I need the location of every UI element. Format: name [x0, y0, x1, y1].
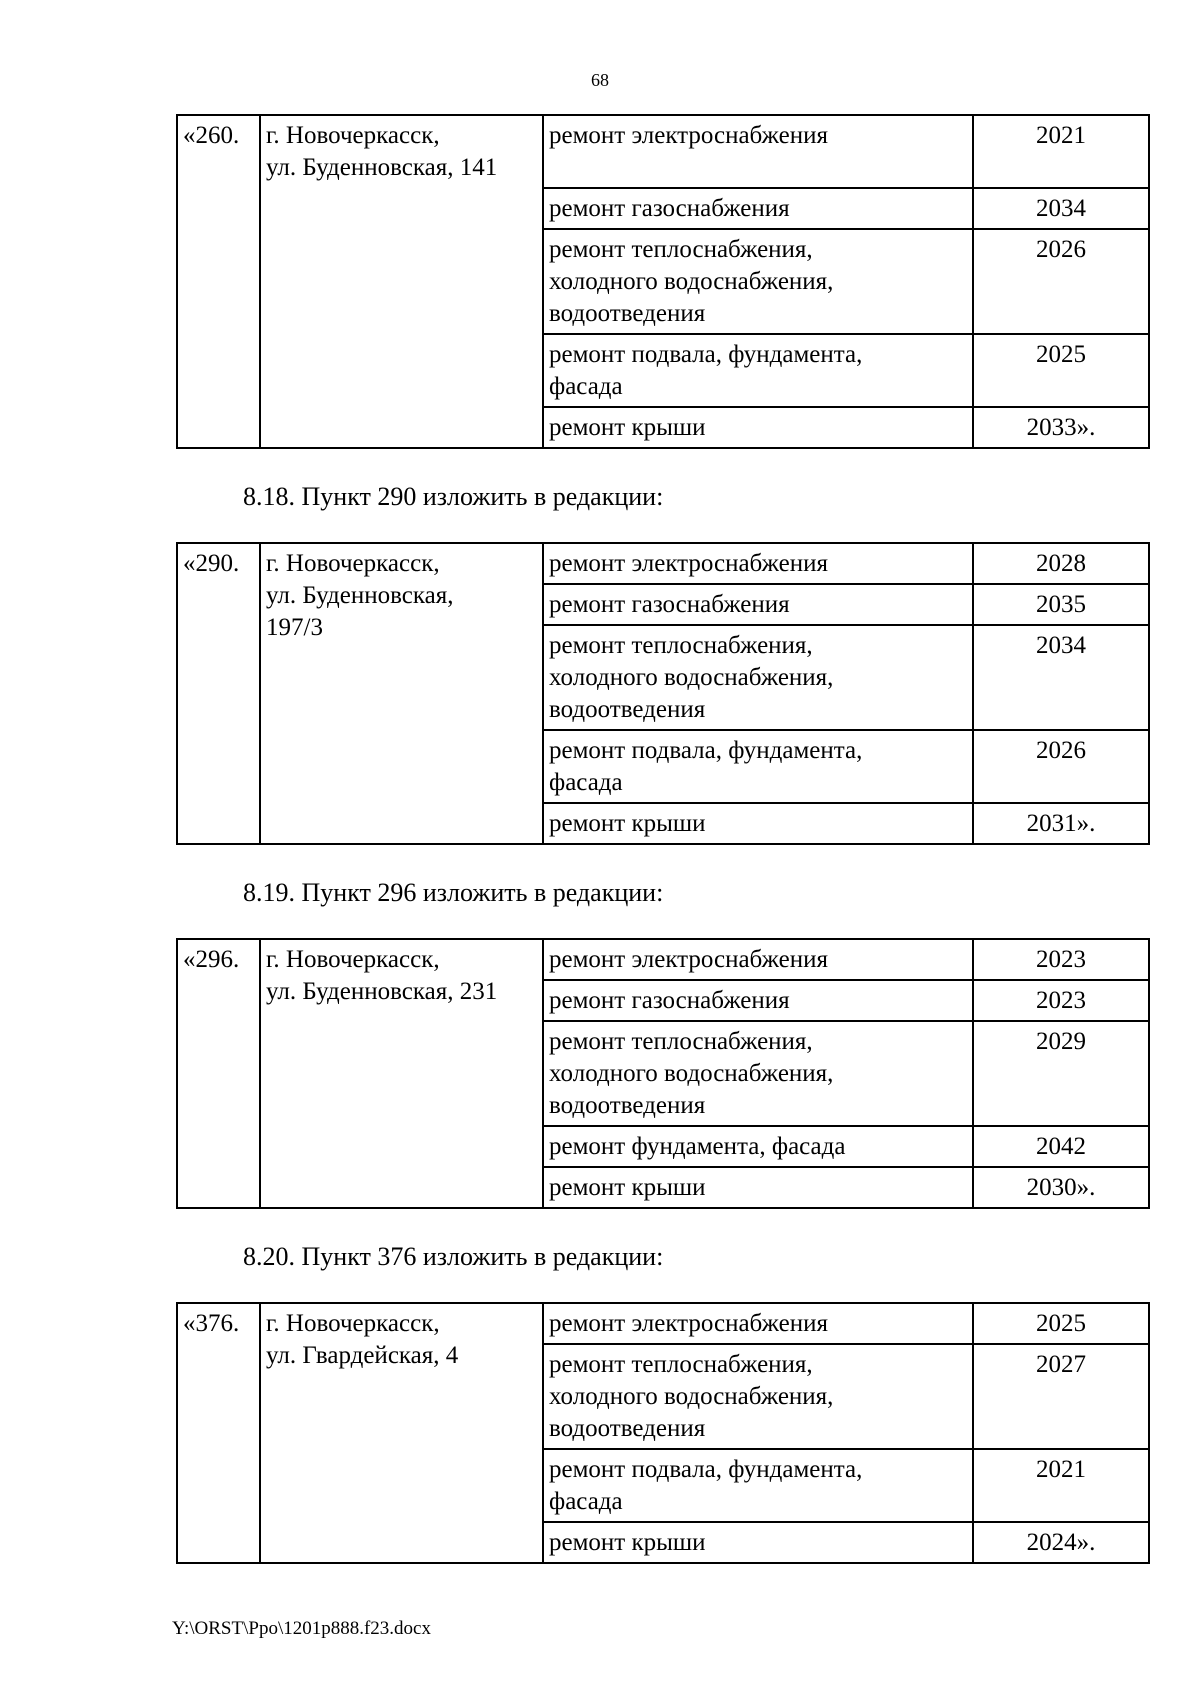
amendment-heading-290: 8.18. Пункт 290 изложить в редакции: — [243, 482, 664, 511]
table-row — [177, 543, 1149, 584]
work-cell — [543, 115, 973, 188]
work-cell — [543, 1021, 973, 1126]
work-name-line: ремонт электроснабжения — [549, 946, 828, 973]
item-number-cell — [177, 1303, 260, 1563]
work-cell — [543, 334, 973, 407]
work-cell — [543, 1126, 973, 1167]
work-cell — [543, 803, 973, 844]
year-cell: 2028 — [973, 543, 1149, 584]
work-name-line: водоотведения — [549, 300, 706, 327]
address-line: г. Новочеркасск, — [266, 122, 440, 149]
work-name-line: ремонт газоснабжения — [549, 987, 790, 1014]
work-name-line: ремонт крыши — [549, 1174, 706, 1201]
year-cell: 2031». — [973, 803, 1149, 844]
table-row — [177, 1303, 1149, 1344]
repair-table-260 — [176, 114, 1150, 449]
table-row — [177, 939, 1149, 980]
work-cell — [543, 1449, 973, 1522]
address-cell — [260, 543, 543, 844]
work-name-line: холодного водоснабжения, — [549, 1060, 834, 1087]
year-cell: 2029 — [973, 1021, 1149, 1126]
item-number-cell — [177, 115, 260, 448]
address-line: ул. Буденновская, — [266, 582, 454, 609]
table-row — [177, 115, 1149, 188]
year-cell: 2024». — [973, 1522, 1149, 1563]
work-cell — [543, 625, 973, 730]
work-name-line: водоотведения — [549, 696, 706, 723]
repair-table-290 — [176, 542, 1150, 845]
work-name-line: ремонт подвала, фундамента, — [549, 341, 863, 368]
year-cell: 2027 — [973, 1344, 1149, 1449]
item-number: «376. — [183, 1310, 240, 1337]
work-name-line: холодного водоснабжения, — [549, 268, 834, 295]
work-name-line: ремонт фундамента, фасада — [549, 1133, 846, 1160]
address-cell — [260, 939, 543, 1208]
address-line: г. Новочеркасск, — [266, 946, 440, 973]
work-name-line: холодного водоснабжения, — [549, 1383, 834, 1410]
footer-file-path: Y:\ORST\Ppo\1201p888.f23.docx — [172, 1618, 431, 1639]
year-cell: 2021 — [973, 1449, 1149, 1522]
work-name-line: ремонт крыши — [549, 810, 706, 837]
year-cell: 2021 — [973, 115, 1149, 188]
year-cell: 2023 — [973, 939, 1149, 980]
year-cell: 2023 — [973, 980, 1149, 1021]
address-line: г. Новочеркасск, — [266, 550, 440, 577]
work-name-line: водоотведения — [549, 1092, 706, 1119]
work-name-line: холодного водоснабжения, — [549, 664, 834, 691]
year-cell: 2026 — [973, 730, 1149, 803]
work-cell — [543, 980, 973, 1021]
work-name-line: ремонт газоснабжения — [549, 195, 790, 222]
amendment-heading-296: 8.19. Пункт 296 изложить в редакции: — [243, 878, 664, 907]
year-cell: 2033». — [973, 407, 1149, 448]
address-cell — [260, 115, 543, 448]
year-cell: 2042 — [973, 1126, 1149, 1167]
repair-table-376 — [176, 1302, 1150, 1564]
work-cell — [543, 730, 973, 803]
item-number: «296. — [183, 946, 240, 973]
amendment-heading-376: 8.20. Пункт 376 изложить в редакции: — [243, 1242, 664, 1271]
item-number-cell — [177, 939, 260, 1208]
work-name-line: ремонт теплоснабжения, — [549, 236, 813, 263]
work-name-line: ремонт крыши — [549, 1529, 706, 1556]
address-line: ул. Гвардейская, 4 — [266, 1342, 459, 1369]
work-cell — [543, 1167, 973, 1208]
work-name-line: фасада — [549, 1488, 623, 1515]
work-name-line: водоотведения — [549, 1415, 706, 1442]
year-cell: 2034 — [973, 625, 1149, 730]
address-cell — [260, 1303, 543, 1563]
address-line: г. Новочеркасск, — [266, 1310, 440, 1337]
work-name-line: ремонт подвала, фундамента, — [549, 1456, 863, 1483]
work-name-line: ремонт электроснабжения — [549, 1310, 828, 1337]
work-name-line: ремонт теплоснабжения, — [549, 1028, 813, 1055]
work-cell — [543, 229, 973, 334]
page-number: 68 — [591, 70, 609, 90]
work-name-line: ремонт электроснабжения — [549, 550, 828, 577]
work-name-line: фасада — [549, 769, 623, 796]
year-cell: 2026 — [973, 229, 1149, 334]
year-cell: 2034 — [973, 188, 1149, 229]
year-cell: 2035 — [973, 584, 1149, 625]
work-name-line: фасада — [549, 373, 623, 400]
address-line: 197/3 — [266, 614, 323, 641]
item-number: «290. — [183, 550, 240, 577]
work-name-line: ремонт теплоснабжения, — [549, 632, 813, 659]
year-cell: 2030». — [973, 1167, 1149, 1208]
work-name-line: ремонт подвала, фундамента, — [549, 737, 863, 764]
work-name-line: ремонт электроснабжения — [549, 122, 828, 149]
work-cell — [543, 1303, 973, 1344]
work-name-line: ремонт газоснабжения — [549, 591, 790, 618]
repair-table-296 — [176, 938, 1150, 1209]
work-cell — [543, 1522, 973, 1563]
year-cell: 2025 — [973, 1303, 1149, 1344]
work-name-line: ремонт теплоснабжения, — [549, 1351, 813, 1378]
work-cell — [543, 407, 973, 448]
item-number: «260. — [183, 122, 240, 149]
work-cell — [543, 1344, 973, 1449]
item-number-cell — [177, 543, 260, 844]
work-cell — [543, 543, 973, 584]
work-cell — [543, 188, 973, 229]
work-cell — [543, 939, 973, 980]
address-line: ул. Буденновская, 231 — [266, 978, 498, 1005]
year-cell: 2025 — [973, 334, 1149, 407]
address-line: ул. Буденновская, 141 — [266, 154, 498, 181]
work-name-line: ремонт крыши — [549, 414, 706, 441]
work-cell — [543, 584, 973, 625]
